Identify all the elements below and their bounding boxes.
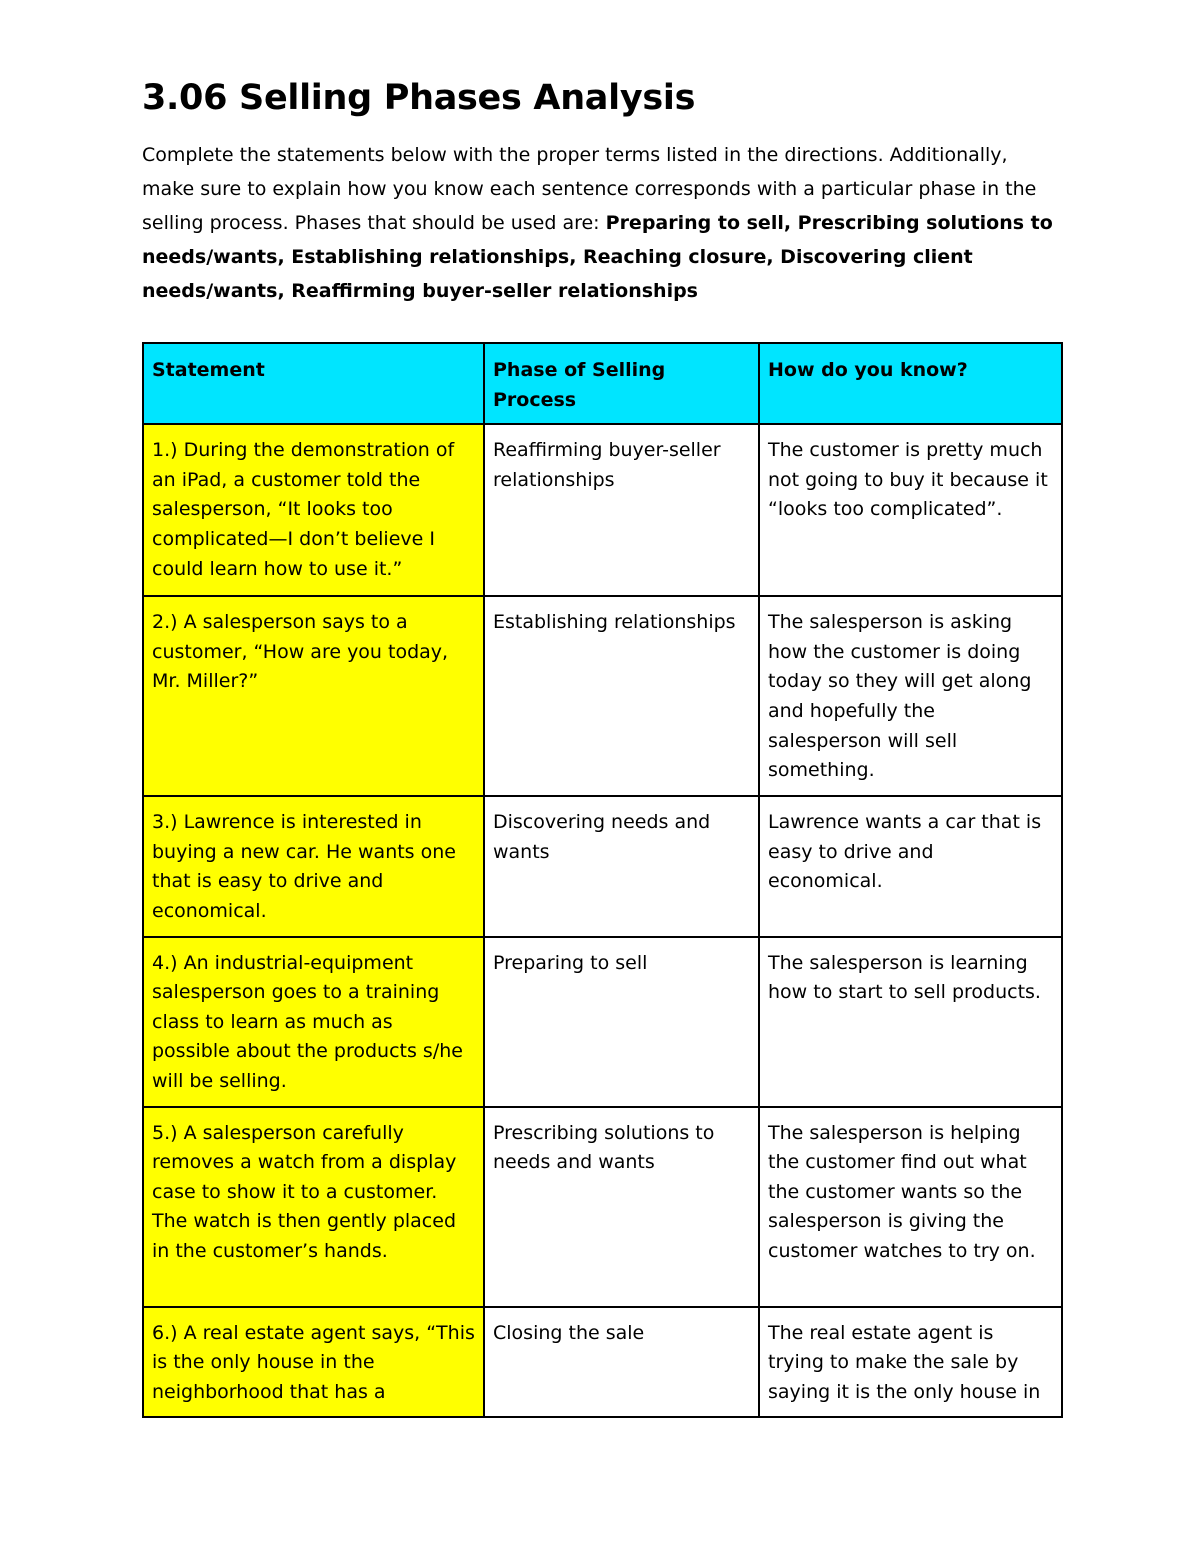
table-row [143, 796, 1062, 936]
header-phase: Phase of Selling Process [484, 343, 759, 424]
instructions-text: Complete the statements below with the proper terms listed in the directions. Additionally, make sure to explain how you know each sentence corresponds with a particular phase in the selling process. Phases that should be used are: [142, 144, 1037, 234]
instructions-paragraph [142, 138, 1062, 308]
statement-cell: 6.) A real estate agent says, “This is the only house in the neighborhood that has a [143, 1307, 484, 1418]
reason-cell: The salesperson is helping the customer find out what the customer wants so the salesperson is giving the customer watches to try on. [759, 1107, 1062, 1307]
table-row [143, 937, 1062, 1107]
header-statement: Statement [143, 343, 484, 424]
phase-cell: Preparing to sell [484, 937, 759, 1107]
table-row [143, 596, 1062, 796]
reason-cell: Lawrence wants a car that is easy to drive and economical. [759, 796, 1062, 936]
statement-cell: 1.) During the demonstration of an iPad, a customer told the salesperson, “It looks too complicated—I don’t believe I could learn how to use it.” [143, 424, 484, 596]
reason-cell: The salesperson is asking how the customer is doing today so they will get along and hopefully the salesperson will sell something. [759, 596, 1062, 796]
table-row [143, 424, 1062, 596]
reason-cell: The real estate agent is trying to make the sale by saying it is the only house in [759, 1307, 1062, 1418]
statement-cell: 5.) A salesperson carefully removes a watch from a display case to show it to a customer. The watch is then gently placed in the customer’s hands. [143, 1107, 484, 1307]
phase-list: Preparing to sell, Prescribing solutions to needs/wants, Establishing relationships, Reaching closure, Discovering client needs/wants, Reaffirming buyer-seller relationships [142, 212, 1053, 302]
table-row [143, 1107, 1062, 1307]
phase-cell: Reaffirming buyer-seller relationships [484, 424, 759, 596]
reason-cell: The salesperson is learning how to start to sell products. [759, 937, 1062, 1107]
reason-cell: The customer is pretty much not going to buy it because it “looks too complicated”. [759, 424, 1062, 596]
header-how-do-you-know: How do you know? [759, 343, 1062, 424]
table-header-row [143, 343, 1062, 424]
phase-cell: Establishing relationships [484, 596, 759, 796]
selling-phases-table [142, 342, 1063, 1418]
phase-cell: Prescribing solutions to needs and wants [484, 1107, 759, 1307]
statement-cell: 3.) Lawrence is interested in buying a new car. He wants one that is easy to drive and economical. [143, 796, 484, 936]
page-title: 3.06 Selling Phases Analysis [142, 78, 696, 118]
statement-cell: 2.) A salesperson says to a customer, “How are you today, Mr. Miller?” [143, 596, 484, 796]
statement-cell: 4.) An industrial-equipment salesperson goes to a training class to learn as much as possible about the products s/he will be selling. [143, 937, 484, 1107]
table-row [143, 1307, 1062, 1418]
phase-cell: Closing the sale [484, 1307, 759, 1418]
phase-cell: Discovering needs and wants [484, 796, 759, 936]
